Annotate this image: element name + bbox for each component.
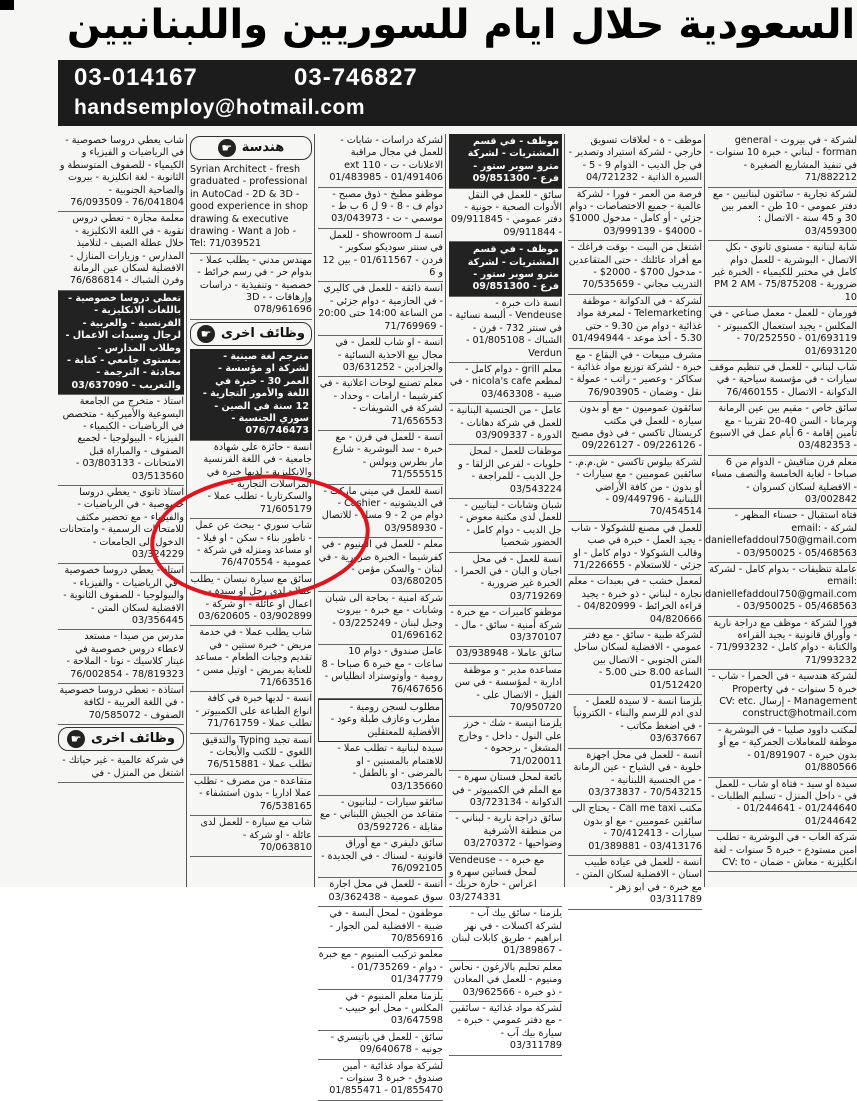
classifieds-column-2 bbox=[568, 134, 702, 906]
classified-ad: للعمل في مصنع للشوكولا - شاب - يجيد العمل - خبرة في صب وقالب الشوكولا - دوام كامل - او جزئي - للاستعلام - 71/226655 bbox=[568, 522, 702, 576]
classified-ad: لشركة - في الدكوانة - موظفة Telemarketing - لمعرفة مواد غذائية - دوام من 9.30 - حتى 5.30 - أخذ موعد - 01/494944 bbox=[568, 295, 702, 349]
classified-ad: تعطي دروسا خصوصية - باللغات الانكليزية - الفرنسية - والعربية - لرجال وسيدات الاعمال - وطلاب المدارس - بمستوى جامعي - كتابة - محادثة - الترجمة - والتعريب - 03/637090 bbox=[58, 291, 184, 395]
classified-ad: انسة - او شاب للعمل - في مجال بيع الاحذية النسائية - والجزادين - 03/631252 bbox=[318, 336, 443, 377]
classified-ad: معلم - للعمل في المنيوم - في كفرشيما - الخبرة ضرورية - في لبنان - والسكن مؤمن - 03/680205 bbox=[318, 538, 443, 592]
classified-ad: مساعدة مدير - و موظفة ادارية - لمؤسسة - في سن الفيل - الاتصال على - 70/950720 bbox=[449, 664, 562, 718]
classified-ad: شاب سوري - يبحث عن عمل - ناطور بناء - سكن - او فيلا - او مساعد ومنزله في شركة - عمومية - 76/470554 bbox=[190, 519, 312, 573]
classified-ad: انسة - للعمل في محل اجهزة خلوية - في الشياح - عين الرمانة - من الجنسية اللبنانية - 70/543215 - 03/373837 bbox=[568, 749, 702, 803]
classified-ad: انسة - للعمل في محل اجارة سوق عمومية - 03/362438 bbox=[318, 878, 443, 907]
classified-ad: سائق خاص - مقيم بين عين الرمانة وبرمانا - السن 40-20 تقريبا - مع تأمين إقامة - 6 أيام عمل في الاسبوع - 03/482353 bbox=[708, 402, 857, 456]
classified-ad: موظف - في قسم المشتريات - لشركة مترو سوبر ستور - فرع - 09/851300 bbox=[449, 134, 562, 189]
classified-ad: انسة - حائزة على شهادة جامعية - في اللغة الفرنسية والانكليزية - لديها خبرة في المراسلات التجارية - والسكرتاريا - تطلب عملا - 71/605179 bbox=[190, 441, 312, 519]
page-edge-mark bbox=[0, 0, 14, 10]
classified-ad: فرصة من العمر - فورا - لشركة عالمية - جميع الاختصاصات - دوام جزئي - أو كامل - مدخول 1000$ - 4000$ - 03/999139 bbox=[568, 188, 702, 242]
classified-ad: مهندس مدني - يطلب عملا - بدوام حر - في رسم خرائط - خصصية - وتنفيذية - دراسات وإرهاقات - 3D - 078/961696 bbox=[190, 254, 312, 320]
classified-ad: يلزمنا انيسة - شك - خرز على النول - داخل - وخارج المشغل - برجحوة - 71/020011 bbox=[449, 717, 562, 771]
classified-ad: مترجم لغة صينية - لشركة او مؤسسة - العمر 30 - خبرة في اللغة والأمور التجارية - 12 سنة في الصين - سوري الجنسية - 076/746473 bbox=[190, 349, 312, 441]
classified-ad: لشركة مواد غذائية - سائقين - مع دفتر عمومي - خبرة - سيارة بيك آب - 03/311789 bbox=[449, 1002, 562, 1056]
column-divider bbox=[564, 134, 565, 887]
classified-ad: سائقو سيارات - لبنانيون - متقاعد من الجيش اللبناني - مع مقابلة - 03/592726 bbox=[318, 796, 443, 837]
section-label: وظائف اخرى bbox=[91, 731, 175, 747]
classified-ad: اشتغل من البيت - بوقت فراغك - مع أفراد عائلتك - حتى المتقاعدين - مدخول 700$ - 2000$ - التدريب مجاني - 70/535659 bbox=[568, 241, 702, 295]
classified-ad: انسة - لديها خبرة في كافة انواع الطباعة على الكمبيوتر - تطلب عملا - 71/761759 bbox=[190, 692, 312, 733]
classifieds-column-1 bbox=[705, 134, 857, 887]
classified-ad: شركة العاب - في البوشرية - تطلب امين مستودع - خبرة 5 سنوات - لغة انكليزية - معاش - ضمان - CV: to bbox=[708, 831, 857, 872]
classified-ad: عاملة تنظيفات - بدوام كامل - لشركة email: daniellefaddoul750@gmail.com - 03/950025 - 05/468563 bbox=[708, 563, 857, 617]
classified-ad: Syrian Architect - fresh graduated - professional in AutoCad - 2D & 3D - good experience in shop drawing & executive drawing - Want a Job - Tel: 71/039521 bbox=[190, 163, 312, 254]
classified-ad: شاب مع سيارة - للعمل لدى عائلة - او شركة - 70/063810 bbox=[190, 816, 312, 857]
classifieds-column-4 bbox=[318, 134, 443, 1097]
classified-ad: فورمان - للعمل - معمل صناعي - في المكلس - يجيد استعمال الكمبيوتر - 01/693119 - 70/252550 - 01/693120 bbox=[708, 307, 857, 361]
classified-ad: عامل - من الجنسية البنانية - للعمل في شركة دهانات - الدورة - 03/909337 bbox=[449, 404, 562, 445]
section-label: هندسة bbox=[241, 139, 285, 155]
classified-ad: لشركة هندسية - في الحمرا - شاب - خبرة 5 سنوات - في Property Management - إرسال CV: etc. construct@hotmail.com bbox=[708, 670, 857, 724]
classified-ad: انسة للعمل في ميني ماركت - في الديشونيه - Cashier - دوام من 2 - 9 مساء - للاتصال - 03/958930 bbox=[318, 485, 443, 539]
classified-ad: لشركة تجارية - سائقون لبنانيين - مع دفتر عمومي - 10 طن - العمر بين 30 و 45 سنة - الاتصال : 03/459300 bbox=[708, 188, 857, 242]
classified-ad: مدرس من صيدا - مستعد لاعطاء دروس خصوصية في غيتار كلاسيك - نوتا - الملاحة - 78/819323 - 76/002854 bbox=[58, 630, 184, 684]
classified-ad: موظفات للعمل - لمحل حلويات - لفرعي الزلقا - و جل الديب - للمراجعة - 03/543224 bbox=[449, 445, 562, 499]
contact-email-link[interactable]: handsemploy@hotmail.com bbox=[74, 96, 366, 119]
classified-ad: يلزمنا انسة - لا سيدة للعمل - لدى ادم للرسم والبناء - الكترونياً - في اضغط مكاتب - 03/637667 bbox=[568, 695, 702, 749]
classified-ad: موظف - في قسم المشتريات - لشركة مترو سوبر ستور - فرع - 09/851300 bbox=[449, 242, 562, 297]
classified-ad: موظفو كاميرات - مع خبرة - شركة أمنية - سائق - مال - 03/370107 bbox=[449, 606, 562, 647]
classifieds-column-6 bbox=[58, 134, 184, 887]
classified-ad: شاب لبناني - للعمل في تنظيم موقف سيارات - في مؤسسة سياحية - في الدكوانة - الاتصال - 76/460155 bbox=[708, 361, 857, 402]
classified-ad: سائق دراجة نارية - لبناني - من منطقة الأشرفية وضواحيها - 03/270372 bbox=[449, 812, 562, 853]
classified-ad: يلزمنا - سائق يبك آب - لشركة اكسلات - في نهر ابراهيم - طريق كابلات لبنان - 01/389867 bbox=[449, 907, 562, 961]
classified-ad: لشركة بيلوس تاكسي - ش.م.م. - سائقين عموميين - مع سيارات - أو بدون - من كافة الأراضي اللبنانية - 09/449796 - 70/454514 bbox=[568, 456, 702, 522]
classified-ad: سائق - للعمل في النقل الأدوات الصحية - جونية - دفتر عمومي - 09/911845 - 09/911844 bbox=[449, 189, 562, 243]
classified-ad: معلم grill - دوام كامل - لمطعم nicola's cafe - في ضبية - 03/463308 bbox=[449, 363, 562, 404]
classified-ad: عامل صندوق - دوام 10 ساعات - مع خبرة 6 صباحا - 8 رومية - وأوتوستراد انطلياس - 76/467656 bbox=[318, 645, 443, 699]
classified-ad: سائق دليفري - مع أوراق قانونية - لسناك - في الجديدة - 76/092105 bbox=[318, 837, 443, 878]
classified-ad: شاب يطلب عملا - في خدمة مريض - خبرة سنتين - في تقديم وجبات الطعام - مساعد للعناية بمريض - اوتيل مسن - 71/663516 bbox=[190, 626, 312, 692]
classified-ad: موظف - ة - لعلاقات تسويق خارجي - لشركة استيراد وتصدير - في جل الديب - الدوام 9 - 5 - السيرة الذاتية - 04/721232 bbox=[568, 134, 702, 188]
classified-ad: انسة - للعمل في عيادة طبيب اسنان - الافضلية لسكان المتن - مع خبرة - في ابو زهر - 03/311789 bbox=[568, 856, 702, 910]
classified-ad: استاذ ثانوي - يعطي دروسا خصوصية - في الرياضيات - والفيزياء - مع تحضير مكثف للامتحانات الرسمية - وامتحانات الدخول الى الجامعات - 03/324229 bbox=[58, 486, 184, 564]
classified-ad: لمعمل خشب - في بعبدات - معلم نجارة - لبناني - ذو خبرة - يجيد قراءة الخرائط - 04/820999 - 04/820666 bbox=[568, 575, 702, 629]
classified-ad: معلم تحليم بالارغون - نحاس ومنيوم - للعمل في المعادن - ذو خبرة - 03/962566 bbox=[449, 961, 562, 1002]
classified-ad: سائق عاملا - 03/938948 bbox=[449, 647, 562, 663]
hand-pointer-icon: ☛ bbox=[218, 139, 236, 157]
classified-ad: سائق مع سيارة نيسان - يطلب عملا - لدى رجل او سيدة - اعمال او عائلة - او شركة - 03/902899 - 03/620605 bbox=[190, 573, 312, 627]
column-divider bbox=[704, 134, 705, 887]
classified-ad: انسة ذائقة - للعمل في كاليري - في الحازمية - دوام جزئي - من الساعة 14:00 حتى 20:00 - 71/769969 bbox=[318, 282, 443, 336]
classified-ad: فتاة استقبال - حسناء المظهر - لشركة - email: daniellefaddoul750@gmail.com - 03/950025 - 05/468563 bbox=[708, 509, 857, 563]
classified-ad: مطلوب لسجن رومية - مطرب وعازف طبلة وعود - الأفضلية للمعتقلين bbox=[318, 699, 443, 742]
section-label: وظائف اخرى bbox=[221, 325, 305, 341]
classified-ad: شابة لبنانية - مستوى ثانوي - بكل الاتصال - البوشرية - للعمل دوام كامل في مختبر للكيمياء - الخبرة غير ضرورية - 75/875208 - PM 2 AM 10 bbox=[708, 241, 857, 307]
page-headline: السعودية حلال ايام للسوريين واللبنانيين bbox=[66, 2, 856, 48]
classified-ad: سيدة لبنانية - تطلب عملا - للاهتمام بالمسنين - او بالمرضى - او بالطفل - 03/135660 bbox=[318, 742, 443, 796]
contact-phone-1[interactable]: 03-014167 bbox=[74, 64, 198, 91]
column-divider bbox=[314, 134, 315, 887]
classified-ad: شركة امنية - بحاجة الى شبان وشابات - مع خبرة - بيروت وجبل لبنان - 03/225249 - 01/696162 bbox=[318, 592, 443, 646]
section-header-other-jobs bbox=[58, 727, 184, 751]
classified-ad: لشركة طبية - سائق - مع دفتر عمومي - الافضلية لسكان ساحل المتن الجنوبي - الاتصال بين الساعة 8.00 حتى 5.00 - 01/512420 bbox=[568, 629, 702, 695]
classified-ad: انسة للعمل - في محل اجبان و البان - في الحمرا - الخبرة غير ضرورية - 03/719269 bbox=[449, 553, 562, 607]
column-divider bbox=[445, 134, 446, 887]
classified-ad: استاذ - يعطي دروسا خصوصية - في الرياضيات - والفيزياء - والبيولوجيا - للصفوف الثانوية - الافضلية لسكان المتن - 03/356445 bbox=[58, 564, 184, 630]
classified-ad: بائعة لمحل فستان سهرة - مع الملم في الكمبيوتر - في الدكوانة - 03/723134 bbox=[449, 771, 562, 812]
classified-ad: استاذة - تعطي دروسا خصوصية - في اللغة العربية - لكافة الصفوف - 70/585072 bbox=[58, 684, 184, 725]
classified-ad: مشرف مبيعات - في البقاع - مع خبرة - لشركة توزيع مواد غذائية - سكاكر - وعصير - راتب - عمولة - نقل - وضمان - 76/903905 bbox=[568, 349, 702, 403]
classified-ad: سيدة او سيد - فتاة او شاب - للعمل في - داخل المنزل - تسليم الطلبات - 01/244640 - 01/244641 - 01/244642 bbox=[708, 778, 857, 832]
contact-phone-2[interactable]: 03-746827 bbox=[294, 64, 418, 91]
classified-ad: انسة تجيد Typing والتدقيق اللغوي - للكتب والأبحاث - تطلب عملا - 76/515881 bbox=[190, 734, 312, 775]
classified-ad: شاب يعطي دروسا خصوصية - في الرياضيات و الفيزياء و الكيمياء - للصفوف المتوسطة و الثانوية - لغة انكليزية - بيروت والضاحية الجنوبية - 76/041804 - 76/093509 bbox=[58, 134, 184, 212]
classified-ad: انسة ذات خبرة - Vendeuse - ألبسة نسائية - في سنتر 732 - فرن - الشباك - 01/805108 - Verdun bbox=[449, 297, 562, 363]
classifieds-column-5 bbox=[190, 134, 312, 887]
classified-ad: موظفون - لمحل ألبسة - في ضبية - الافضلية لمن الجوار - 70/856916 bbox=[318, 907, 443, 948]
hand-pointer-icon: ☛ bbox=[197, 325, 215, 343]
classified-ad: سائق - للعمل في باتيسري - جونيه - 09/640678 bbox=[318, 1031, 443, 1060]
hand-pointer-icon: ☛ bbox=[67, 730, 85, 748]
classified-ad: مكتب Call me taxi - يحتاج الى سائقين عموميين - مع او بدون سيارات - 70/412413 - 03/413176 - 01/389881 bbox=[568, 802, 702, 856]
classified-ad: معلمو تركيب المنيوم - مع خبرة - دوام - 01/735269 - 01/347779 bbox=[318, 948, 443, 989]
classified-ad: متقاعدة - من مصرف - تطلب عملا اداريا - بدون استشفاء - 76/538165 bbox=[190, 775, 312, 816]
classified-ad: سائقون عموميون - مع أو بدون سيارة - للعمل في مكتب كريستال تاكسي - في ذوق مصبح - 09/226126 - 09/226127 bbox=[568, 402, 702, 456]
classified-ad: Vendeuse - مع خبرة - لمحل فساتين سهرة و اعراس - حارة حريك - 03/274331 bbox=[449, 854, 562, 908]
classified-ad: معلم فرن مناقيش - الدوام من 6 صباحا - لغاية الخامسة والنصف مساء - الافضلية لسكان كسروان - 03/002842 bbox=[708, 456, 857, 510]
contact-banner bbox=[58, 60, 857, 126]
classified-ad: يلزمنا معلم المنيوم - في المكلس - محل ابو حبيب - 03/647598 bbox=[318, 990, 443, 1031]
classified-ad: لمكتب داوود صليبا - في البوشرية - موظفة للمعاملات الجمركية - مع أو بدون خبرة - 01/891907 - 01/880566 bbox=[708, 724, 857, 778]
classified-ad: لشركة مواد غذائية - أمين صندوق - خبرة 3 سنوات - 01/855470 - 01/855471 bbox=[318, 1060, 443, 1101]
classified-ad: معلمة مجازة - تعطي دروس تقوية - في اللغة الانكليزية - خلال عطلة الصيف - لتلاميذ المدارس - وزيارات المنازل - الافضلية لسكان عين الرمانة وفرن الشباك - 76/686814 bbox=[58, 212, 184, 290]
column-divider bbox=[186, 134, 187, 887]
classified-ad: انسة لـ showroom - للعمل في سنتر سوديكو سكوير - فردن - 01/611567 - بين 12 و 6 bbox=[318, 229, 443, 283]
classified-ad: في شركة عالمية - غير حياتك - اشتغل من المنزل - في bbox=[58, 754, 184, 783]
classified-ad: لشركة دراسات - شابات - للعمل في مجال مراقبة الاعلانات - ت ext 110 - 01/483985 - 01/491406 bbox=[318, 134, 443, 188]
section-header-engineering bbox=[190, 136, 312, 160]
section-header-other-jobs bbox=[190, 322, 312, 346]
classified-ad: استاذ - متخرج من الجامعة اليسوعية والأميركية - متخصص في الرياضيات - الكيمياء - الفيزياء - البيولوجيا - لجميع الصفوف - والمباراة قبل الامتحانات - 03/803133 - 03/513560 bbox=[58, 395, 184, 486]
classified-ad: لشركة - في بيروت - general forman - لبناني - خبرة 10 سنوات - في تنفيذ المشاريع الصغيرة - 71/882212 bbox=[708, 134, 857, 188]
classified-ad: موظفو مطبخ - ذوق مصبح - دوام ف - 8 - 9 ل 6 ب ط - موسمي - ت - 03/043973 bbox=[318, 188, 443, 229]
classified-ad: معلم تصنيع لوحات اعلانية - في كفرشيما - ارامات - وحداد - لشركة في الشويفات - 71/656553 bbox=[318, 377, 443, 431]
classified-ad: شبان وشابات - لبنانيين - للعمل لدى مكتبة معوض - جل الديب - دوام كامل - الحضور شخصيا bbox=[449, 499, 562, 553]
classified-ad: فورا لشركة - موظف مع دراجة نارية - وأوراق قانونية - يجيد القراءة والكتابة - دوام كامل - 71/993232 - 71/993232 bbox=[708, 617, 857, 671]
classified-ad: انسة - للعمل في فرن - مع خبرة - سد البوشرية - شارع مار بطرس وبولس - 71/555515 bbox=[318, 431, 443, 485]
classifieds-column-3 bbox=[449, 134, 562, 1052]
